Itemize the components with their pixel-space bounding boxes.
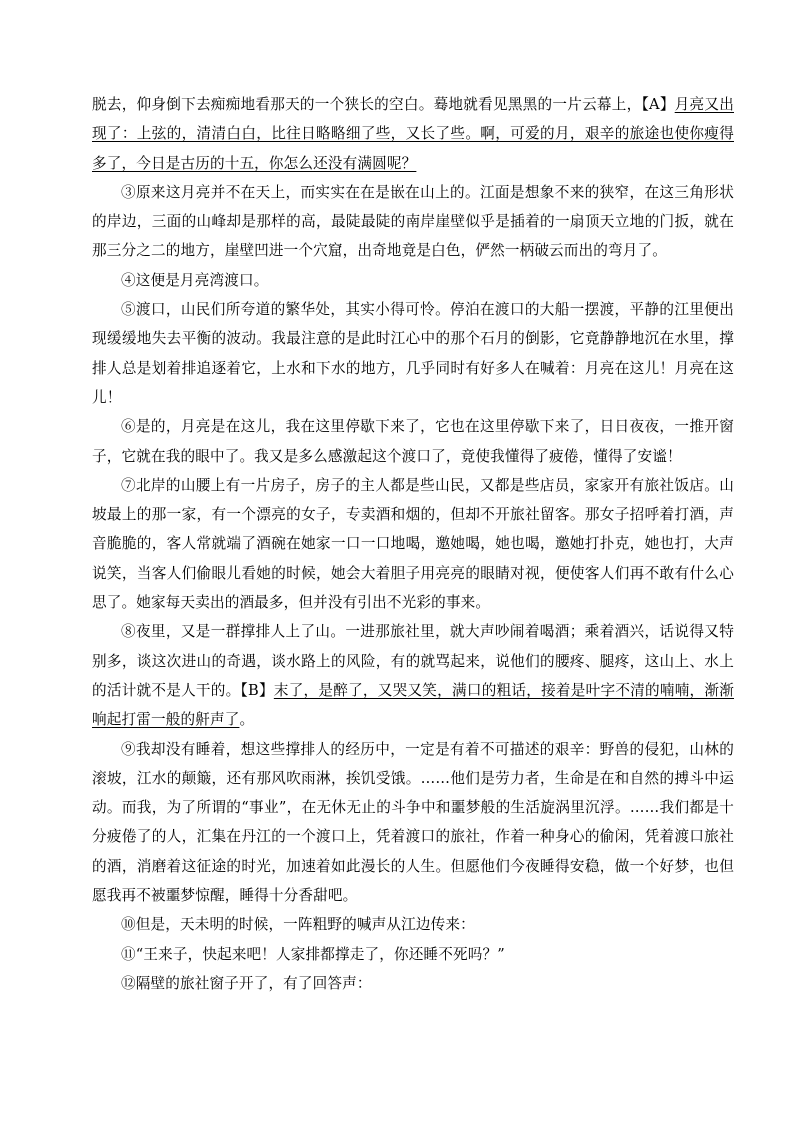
document-page (92, 90, 734, 998)
underlined-passage-b: 末了，是醉了，又哭又笑，满口的粗话，接着是叶字不清的喃喃，渐渐响起打雷一般的鼾声了 (92, 681, 734, 729)
text-segment: ③原来这月亮并不在天上，而实实在在是嵌在山上的。江面是想象不来的狭窄，在这三角形状的岸边，三面的山峰却是那样的高，最陡最陡的南岸崖壁似乎是插着的一扇顶天立地的门扳，就在那三分之二的地方，崖壁凹进一个穴窟，出奇地竟是白色，俨然一柄破云而出的弯月了。 (92, 183, 734, 260)
text-segment: ⑦北岸的山腰上有一片房子，房子的主人都是些山民，又都是些店员，家家开有旅社饭店。山坡最上的那一家，有一个漂亮的女子，专卖酒和烟的，但却不开旅社留客。那女子招呼着打酒，声音脆脆的，客人常就端了酒碗在她家一口一口地喝，邀她喝，她也喝，邀她打扑克，她也打，大声说笑，当客人们偷眼儿看她的时候，她会大着胆子用亮亮的眼睛对视，便使客人们再不敢有什么心思了。她家每天卖出的酒最多，但并没有引出不光彩的事来。 (92, 476, 734, 612)
paragraph-12 (92, 969, 734, 998)
paragraph-8 (92, 617, 734, 734)
text-segment: ⑨我却没有睡着，想这些撑排人的经历中，一定是有着不可描述的艰辛：野兽的侵犯，山林的滚坡，江水的颠簸，还有那风吹雨淋，挨饥受饿。……他们是劳力者，生命是在和自然的搏斗中运动。而我，为了所谓的“事业”，在无休无止的斗争中和噩梦般的生活旋涡里沉浮。……我们都是十分疲倦了的人，汇集在丹江的一个渡口上，凭着渡口的旅社，作着一种身心的偷闲，凭着渡口旅社的酒，消磨着这征途的时光，加速着如此漫长的人生。但愿他们今夜睡得安稳，做一个好梦，也但愿我再不被噩梦惊醒，睡得十分香甜吧。 (92, 740, 734, 905)
text-segment: 。 (239, 711, 255, 729)
text-segment: ⑪“王来子，快起来吧！人家排都撑走了，你还睡不死吗？” (121, 945, 505, 963)
text-segment: 脱去，仰身倒下去痴痴地看那天的一个狭长的空白。蓦地就看见黑黑的一片云幕上，【A】 (92, 96, 675, 113)
text-segment: ⑥是的，月亮是在这儿，我在这里停歇下来了，它也在这里停歇下来了，日日夜夜，一推开窗子，它就在我的眼中了。我又是多么感激起这个渡口了，竟使我懂得了疲倦，懂得了安谧！ (92, 418, 734, 465)
paragraph-continued (92, 90, 734, 178)
paragraph-9 (92, 735, 734, 911)
paragraph-10 (92, 910, 734, 939)
text-segment: ⑤渡口，山民们所夸道的繁华处，其实小得可怜。停泊在渡口的大船一摆渡，平静的江里便出现缓缓地失去平衡的波动。我最注意的是此时江心中的那个石月的倒影，它竟静静地沉在水里，撑排人总是划着排追逐着它，上水和下水的地方，几乎同时有好多人在喊着：月亮在这儿！月亮在这儿！ (92, 301, 734, 406)
paragraph-7 (92, 471, 734, 617)
paragraph-3 (92, 178, 734, 266)
paragraph-5 (92, 295, 734, 412)
paragraph-11 (92, 940, 734, 969)
paragraph-4 (92, 266, 734, 295)
paragraph-6 (92, 412, 734, 471)
text-segment: ⑫隔壁的旅社窗子开了，有了回答声： (121, 974, 372, 992)
underlined-passage-a: 月亮又出现了：上弦的，清清白白，比往日略略细了些，又长了些。啊，可爱的月，艰辛的旅途也使你瘦得多了，今日是古历的十五，你怎么还没有满圆呢？ (92, 96, 734, 172)
text-segment: ④这便是月亮湾渡口。 (121, 271, 269, 289)
text-segment: ⑩但是，天未明的时候，一阵粗野的喊声从江边传来： (121, 916, 475, 934)
text-segment: ⑧夜里，又是一群撑排人上了山。一进那旅社里，就大声吵闹着喝酒；乘着酒兴，话说得又特别多，谈这次进山的奇遇，谈水路上的风险，有的就骂起来，说他们的腰疼、腿疼，这山上、水上的活计就不是人干的。【B】 (92, 623, 734, 699)
